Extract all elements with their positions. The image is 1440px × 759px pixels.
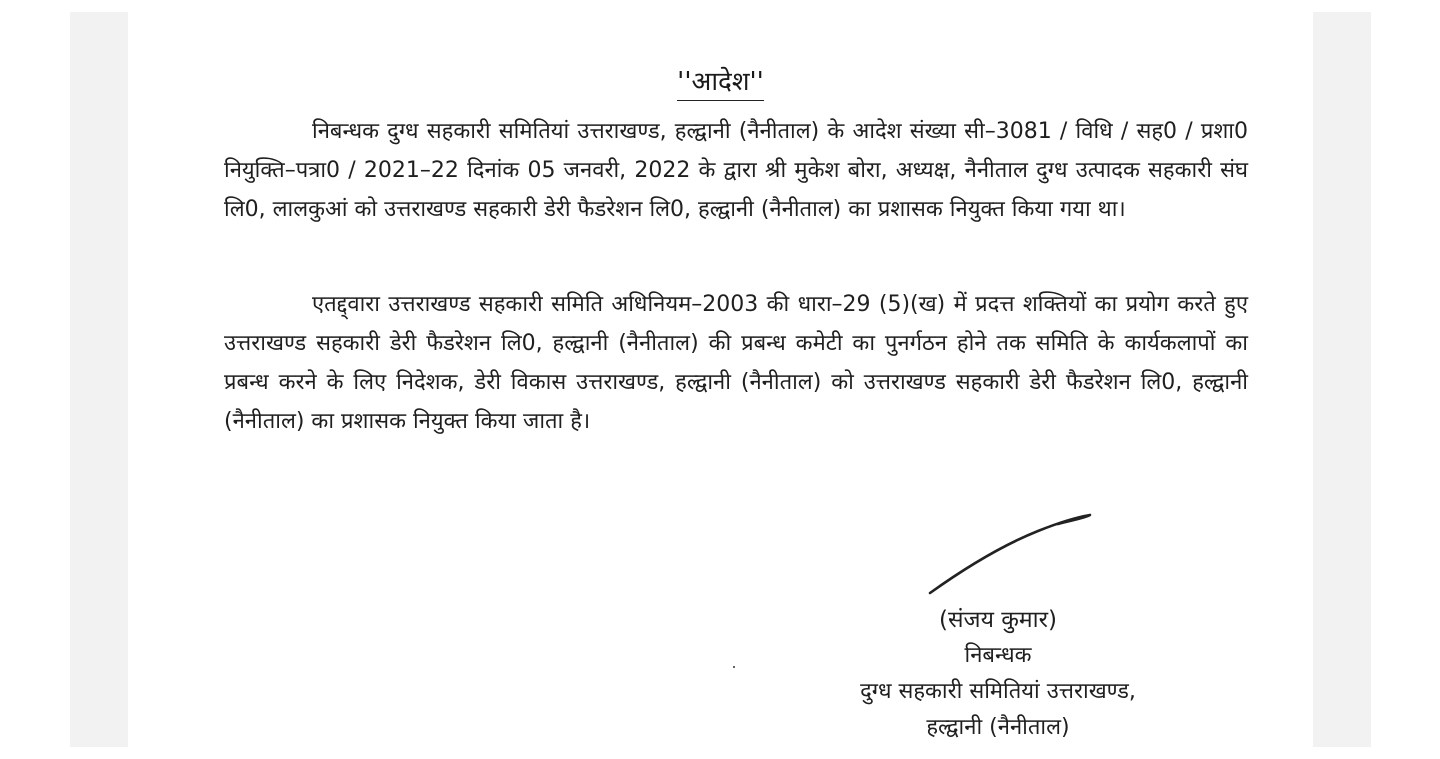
viewer-right-margin (1313, 12, 1371, 747)
document-title-text: ''आदेश'' (677, 62, 764, 101)
signatory-name: (संजय कुमार) (939, 607, 1057, 633)
signatory-organization: दुग्ध सहकारी समितियां उत्तराखण्ड, (860, 679, 1136, 704)
signatory-designation: निबन्धक (964, 643, 1032, 668)
viewer-left-margin (70, 12, 128, 747)
signatory-block (768, 602, 1228, 746)
scan-speck (733, 666, 735, 668)
document-title (128, 62, 1313, 101)
signatory-location: हल्द्वानी (नैनीताल) (926, 715, 1070, 740)
handwritten-signature (918, 507, 1098, 607)
order-paragraph-1: निबन्धक दुग्ध सहकारी समितियां उत्तराखण्ड, हल्द्वानी (नैनीताल) के आदेश संख्या सी–3081 / विधि / सह0 / प्रशा0 नियुक्ति–पत्रा0 / 2021–22 दिनांक 05 जनवरी, 2022 के द्वारा श्री मुकेश बोरा, अध्यक्ष, नैनीताल दुग्ध उत्पादक सहकारी संघ लि0, लालकुआं को उत्तराखण्ड सहकारी डेरी फैडरेशन लि0, हल्द्वानी (नैनीताल) का प्रशासक नियुक्त किया गया था। (224, 119, 1248, 222)
document-page (128, 12, 1313, 747)
order-paragraph-2: एतद्द्वारा उत्तराखण्ड सहकारी समिति अधिनियम–2003 की धारा–29 (5)(ख) में प्रदत्त शक्तियों का प्रयोग करते हुए उत्तराखण्ड सहकारी डेरी फैडरेशन लि0, हल्द्वानी (नैनीताल) की प्रबन्ध कमेटी का पुनर्गठन होने तक समिति के कार्यकलापों का प्रबन्ध करने के लिए निदेशक, डेरी विकास उत्तराखण्ड, हल्द्वानी (नैनीताल) को उत्तराखण्ड सहकारी डेरी फैडरेशन लि0, हल्द्वानी (नैनीताल) का प्रशासक नियुक्त किया जाता है। (224, 292, 1248, 434)
